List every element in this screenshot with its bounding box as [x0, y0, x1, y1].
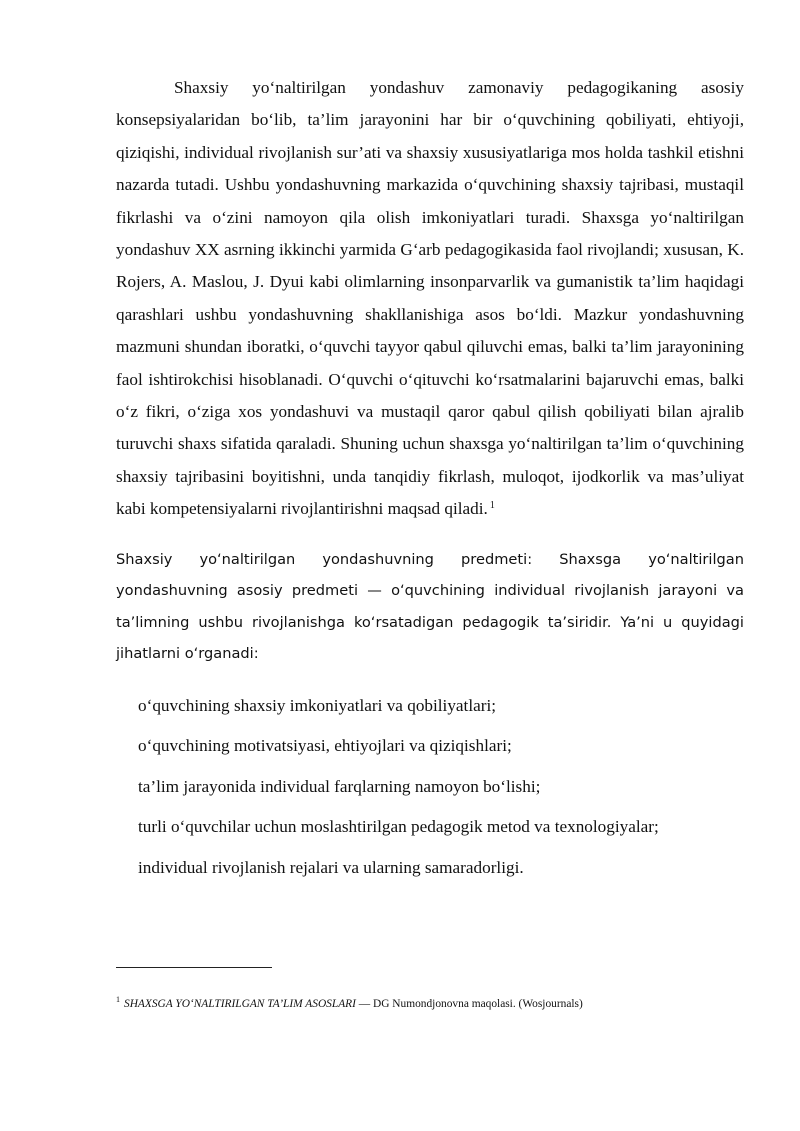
list-item: ta’lim jarayonida individual farqlarning namoyon bo‘lishi; [138, 776, 541, 796]
subject-paragraph-text: yondashuvning asosiy predmeti — o‘quvchining individual rivojlanish jarayoni va ta’limning ushbu rivojlanishga ko‘rsatadigan pedagogik ta’siridir. Ya’ni u quyidagi jihatlarni o‘rganadi: [116, 582, 744, 663]
footnote [116, 992, 756, 1012]
footnote-separator [116, 967, 272, 968]
subject-paragraph [116, 544, 744, 670]
list-item: o‘quvchining shaxsiy imkoniyatlari va qobiliyatlari; [138, 695, 497, 715]
aspects-list [116, 686, 744, 889]
subject-paragraph-lead: Shaxsiy yo‘naltirilgan yondashuvning predmeti: Shaxsga yo‘naltirilgan [116, 550, 744, 568]
intro-paragraph [116, 72, 744, 526]
intro-paragraph-text: Shaxsiy yo‘naltirilgan yondashuv zamonaviy pedagogikaning asosiy konsepsiyalaridan bo‘lib, ta’lim jarayonini har bir o‘quvchining qobiliyati, ehtiyoji, qiziqishi, individual rivojlanish sur’ati va shaxsiy xususiyatlariga mos holda tashkil etishni nazarda tutadi. Ushbu yondashuvning markazida o‘quvchining shaxsiy tajribasi, mustaqil fikrlashi va o‘zini namoyon qila olish imkoniyatlari turadi. Shaxsga yo‘naltirilgan yondashuv XX asrning ikkinchi yarmida G‘arb pedagogikasida faol rivojlandi; xususan, K. Rojers, A. Maslou, J. Dyui kabi olimlarning insonparvarlik va gumanistik ta’lim haqidagi qarashlari ushbu yondashuvning shakllanishiga asos bo‘ldi. Mazkur yondashuvning mazmuni shundan iboratki, o‘quvchi tayyor qabul qiluvchi emas, balki ta’lim jarayonining faol ishtirokchisi hisoblanadi. O‘quvchi o‘qituvchi ko‘rsatmalarini bajaruvchi emas, balki o‘z fikri, o‘ziga xos yondashuvi va mustaqil qaror qabul qilish qobiliyati bilan ajralib turuvchi shaxs sifatida qaraladi. Shuning uchun shaxsga yo‘naltirilgan ta’lim o‘quvchining shaxsiy tajribasini boyitishni, unda tanqidiy fikrlash, muloqot, ijodkorlik va mas’uliyat kabi kompetensiyalarni rivojlantirishni maqsad qiladi. [116, 78, 744, 519]
list-item: individual rivojlanish rejalari va ularning samaradorligi. [138, 858, 524, 878]
list-item: turli o‘quvchilar uchun moslashtirilgan pedagogik metod va texnologiyalar; [138, 817, 659, 837]
footnote-number: 1 [116, 995, 120, 1004]
footnote-source-title: SHAXSGA YO‘NALTIRILGAN TA’LIM ASOSLARI [124, 997, 356, 1010]
document-page [116, 72, 744, 889]
footnote-reference[interactable]: 1 [489, 499, 495, 511]
footnote-source-details: — DG Numondjonovna maqolasi. (Wosjournals) [355, 997, 583, 1010]
list-item: o‘quvchining motivatsiyasi, ehtiyojlari va qiziqishlari; [138, 736, 512, 756]
